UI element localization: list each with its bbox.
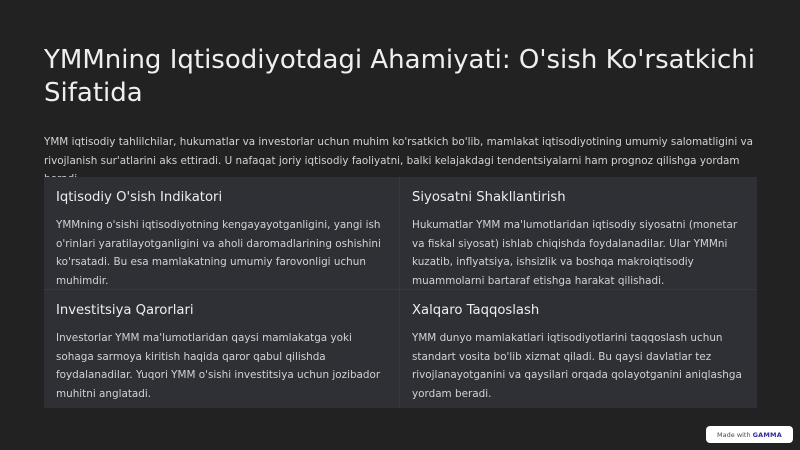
info-grid [44,177,757,408]
card-investment-decisions [44,290,399,408]
slide-title: YMMning Iqtisodiyotdagi Ahamiyati: O'sish Ko'rsatkichi Sifatida [44,45,756,108]
badge-prefix: Made with [717,430,751,439]
card-title: Investitsiya Qarorlari [56,303,194,318]
card-international-comparison [400,290,757,408]
made-with-badge[interactable] [706,426,793,443]
card-text: Hukumatlar YMM ma'lumotlaridan iqtisodiy siyosatni (monetar va fiskal siyosat) ishlab chiqishda foydalanadilar. Ular YMMni kuzatib, inflyatsiya, ishsizlik va boshqa makroiqtisodiy muammolarni bartaraf etishga harakat qilishadi. [412,219,738,287]
card-policy-making [400,177,757,289]
intro-paragraph: YMM iqtisodiy tahlilchilar, hukumatlar va investorlar uchun muhim ko'rsatkich bo'lib, mamlakat iqtisodiyotining umumiy salomatligini va rivojlanish sur'atlarini aks ettiradi. U nafaqat joriy iqtisodiy faoliyatni, balki kelajakdagi tendentsiyalarni ham prognoz qilishga yordam [44,136,754,167]
card-economic-growth [44,177,399,289]
card-title: Xalqaro Taqqoslash [412,303,540,318]
card-text: Investorlar YMM ma'lumotlaridan qaysi mamlakatga yoki sohaga sarmoya kiritish haqida qaror qabul qilishda foydalanadilar. Yuqori YMM o'sishi investitsiya uchun jozibador muhitni anglatadi. [56,332,381,400]
brand-logo: GAMMA [752,430,782,439]
card-text: YMMning o'sishi iqtisodiyotning kengayayotganligini, yangi ish o'rinlari yaratilayotganligini va aholi daromadlarining oshishini ko'rsatadi. Bu esa mamlakatning umumiy farovonligi uchun muhimdir. [56,219,381,287]
card-title: Iqtisodiy O'sish Indikatori [56,190,223,205]
card-text: YMM dunyo mamlakatlari iqtisodiyotlarini taqqoslash uchun standart vosita bo'lib xizmat qiladi. Bu qaysi davlatlar tez rivojlanayotganini va qaysilari orqada qolayotganini aniqlashga yordam beradi. [412,332,742,400]
card-title: Siyosatni Shakllantirish [412,190,566,205]
